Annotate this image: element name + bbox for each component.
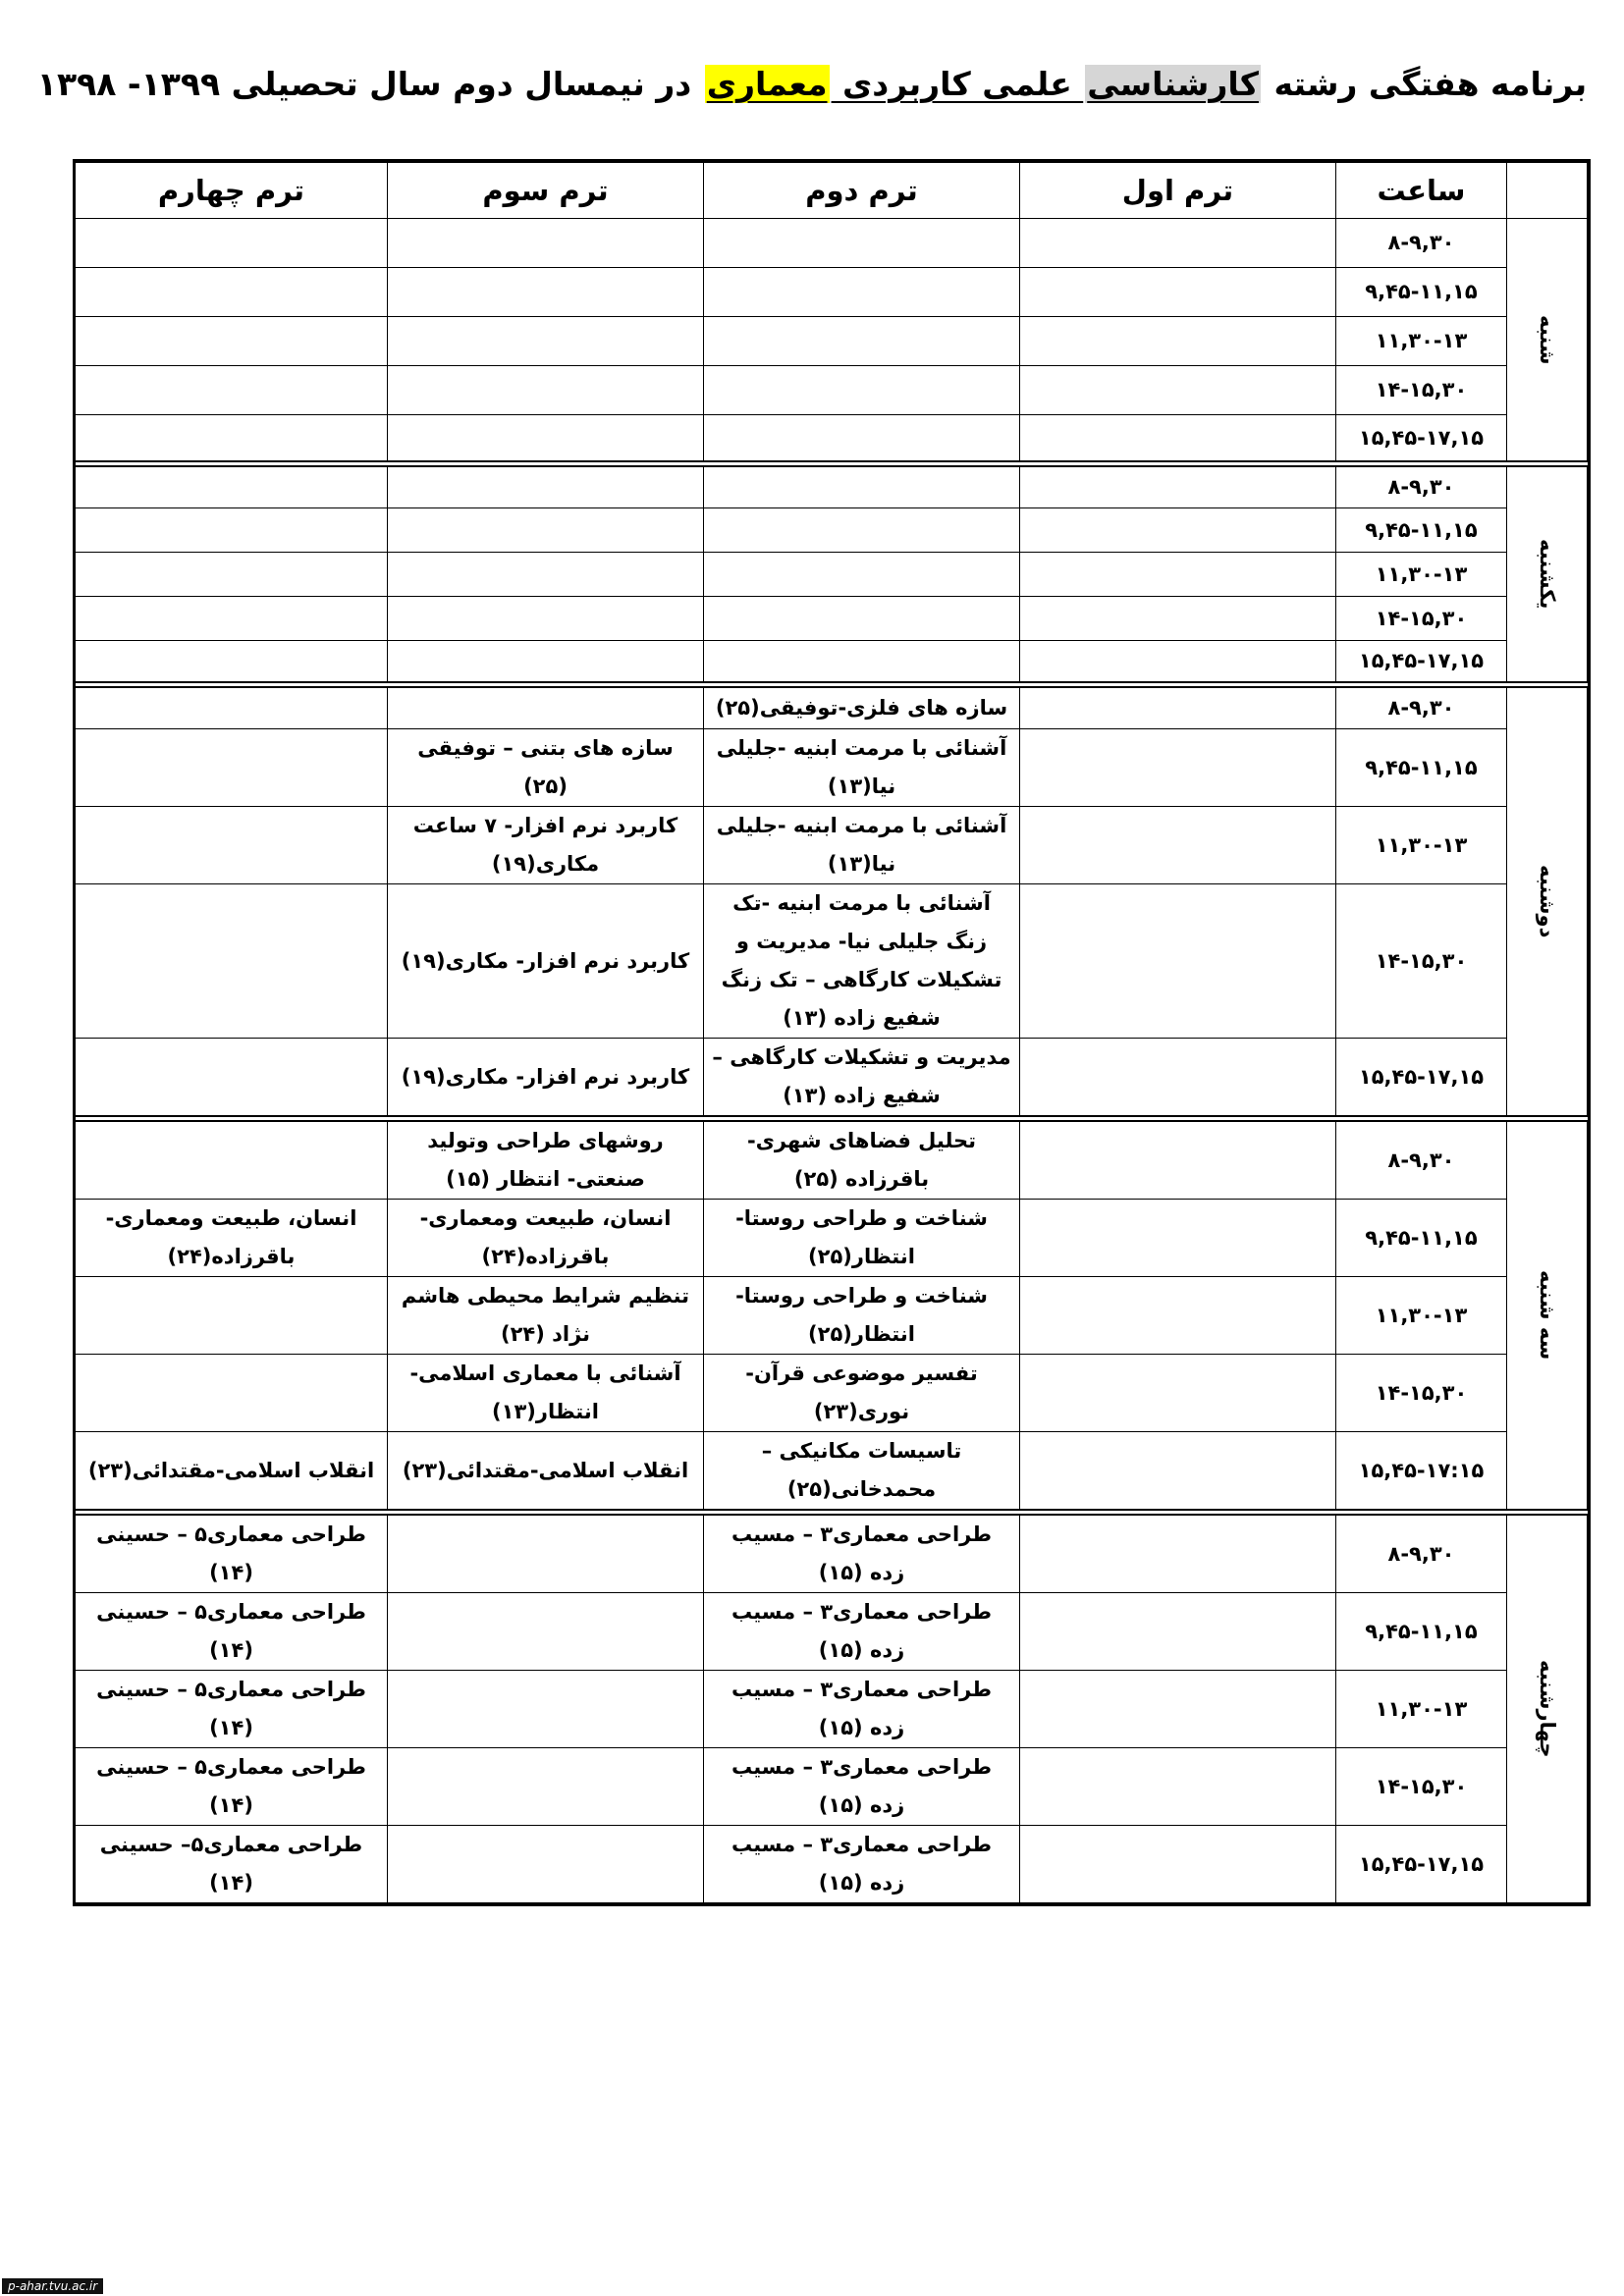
term2-cell bbox=[704, 597, 1020, 641]
day-name: سه شنبه bbox=[1536, 1270, 1559, 1361]
time-cell: ۱۵,۴۵-۱۷,۱۵ bbox=[1336, 1039, 1507, 1119]
term4-cell bbox=[76, 1277, 388, 1355]
time-cell: ۱۵,۴۵-۱۷,۱۵ bbox=[1336, 641, 1507, 685]
term1-cell bbox=[1020, 1826, 1336, 1903]
term4-cell bbox=[76, 729, 388, 807]
table-row bbox=[76, 1748, 1588, 1826]
term3-cell bbox=[388, 464, 704, 508]
table-row bbox=[76, 1593, 1588, 1671]
day-label-shanbe bbox=[1507, 219, 1588, 464]
term4-cell bbox=[76, 1039, 388, 1119]
day-label-seshanbe bbox=[1507, 1119, 1588, 1513]
term1-cell bbox=[1020, 685, 1336, 729]
time-cell: ۹,۴۵-۱۱,۱۵ bbox=[1336, 1200, 1507, 1277]
time-cell: ۹,۴۵-۱۱,۱۵ bbox=[1336, 1593, 1507, 1671]
term2-cell: طراحی معماری۳ – مسیب زده (۱۵) bbox=[704, 1671, 1020, 1748]
time-cell: ۸-۹,۳۰ bbox=[1336, 1119, 1507, 1200]
time-cell: ۱۱,۳۰-۱۳ bbox=[1336, 317, 1507, 366]
term1-cell bbox=[1020, 366, 1336, 415]
term4-cell bbox=[76, 268, 388, 317]
table-row bbox=[76, 1200, 1588, 1277]
time-cell: ۱۱,۳۰-۱۳ bbox=[1336, 1277, 1507, 1355]
term3-cell: روشهای طراحی وتولید صنعتی- انتظار (۱۵) bbox=[388, 1119, 704, 1200]
table-row bbox=[76, 1039, 1588, 1119]
term1-cell bbox=[1020, 1432, 1336, 1513]
table-row bbox=[76, 268, 1588, 317]
term1-cell bbox=[1020, 597, 1336, 641]
term3-cell bbox=[388, 1593, 704, 1671]
term3-cell bbox=[388, 366, 704, 415]
page-title bbox=[0, 61, 1624, 108]
table-row bbox=[76, 1355, 1588, 1432]
term3-cell bbox=[388, 553, 704, 597]
table-row bbox=[76, 366, 1588, 415]
term4-cell: انقلاب اسلامی-مقتدائی(۲۳) bbox=[76, 1432, 388, 1513]
header-term4: ترم چهارم bbox=[76, 163, 388, 219]
time-cell: ۱۴-۱۵,۳۰ bbox=[1336, 597, 1507, 641]
term2-cell: آشنائی با مرمت ابنیه -تک زنگ جلیلی نیا- مدیریت و تشکیلات کارگاهی – تک زنگ شفیع زاده (۱۳) bbox=[704, 884, 1020, 1039]
term1-cell bbox=[1020, 1513, 1336, 1593]
term4-cell bbox=[76, 1355, 388, 1432]
term1-cell bbox=[1020, 464, 1336, 508]
day-name: شنبه bbox=[1536, 314, 1559, 365]
term3-cell bbox=[388, 685, 704, 729]
term2-cell bbox=[704, 508, 1020, 553]
term3-cell bbox=[388, 1671, 704, 1748]
term4-cell bbox=[76, 508, 388, 553]
time-cell: ۸-۹,۳۰ bbox=[1336, 219, 1507, 268]
header-row bbox=[76, 163, 1588, 219]
table-row bbox=[76, 1513, 1588, 1593]
term2-cell bbox=[704, 641, 1020, 685]
title-text-3: علمی کاربردی bbox=[831, 65, 1084, 103]
term1-cell bbox=[1020, 1200, 1336, 1277]
time-cell: ۱۱,۳۰-۱۳ bbox=[1336, 1671, 1507, 1748]
table-row bbox=[76, 685, 1588, 729]
time-cell: ۹,۴۵-۱۱,۱۵ bbox=[1336, 268, 1507, 317]
term1-cell bbox=[1020, 1039, 1336, 1119]
term1-cell bbox=[1020, 1277, 1336, 1355]
term4-cell bbox=[76, 366, 388, 415]
term1-cell bbox=[1020, 553, 1336, 597]
term3-cell: تنظیم شرایط محیطی هاشم نژاد (۲۴) bbox=[388, 1277, 704, 1355]
time-cell: ۱۵,۴۵-۱۷,۱۵ bbox=[1336, 415, 1507, 464]
term4-cell bbox=[76, 415, 388, 464]
term4-cell bbox=[76, 464, 388, 508]
term2-cell: طراحی معماری۳ – مسیب زده (۱۵) bbox=[704, 1826, 1020, 1903]
term1-cell bbox=[1020, 1355, 1336, 1432]
table-row bbox=[76, 464, 1588, 508]
table-row bbox=[76, 317, 1588, 366]
table-row bbox=[76, 553, 1588, 597]
term2-cell bbox=[704, 553, 1020, 597]
day-label-doshanbe bbox=[1507, 685, 1588, 1119]
table-row bbox=[76, 1432, 1588, 1513]
time-cell: ۱۴-۱۵,۳۰ bbox=[1336, 1748, 1507, 1826]
term1-cell bbox=[1020, 219, 1336, 268]
term2-cell: شناخت و طراحی روستا- انتظار(۲۵) bbox=[704, 1200, 1020, 1277]
term4-cell: طراحی معماری۵ – حسینی (۱۴) bbox=[76, 1513, 388, 1593]
term1-cell bbox=[1020, 884, 1336, 1039]
day-name: یکشنبه bbox=[1536, 539, 1559, 610]
term3-cell: آشنائی با معماری اسلامی- انتظار(۱۳) bbox=[388, 1355, 704, 1432]
term2-cell: تحلیل فضاهای شهری- باقرزاده (۲۵) bbox=[704, 1119, 1020, 1200]
table-row bbox=[76, 641, 1588, 685]
term2-cell: شناخت و طراحی روستا- انتظار(۲۵) bbox=[704, 1277, 1020, 1355]
term4-cell bbox=[76, 884, 388, 1039]
term3-cell bbox=[388, 1513, 704, 1593]
time-cell: ۱۱,۳۰-۱۳ bbox=[1336, 553, 1507, 597]
term3-cell bbox=[388, 641, 704, 685]
term4-cell bbox=[76, 685, 388, 729]
time-cell: ۱۴-۱۵,۳۰ bbox=[1336, 884, 1507, 1039]
term2-cell bbox=[704, 317, 1020, 366]
table-row bbox=[76, 884, 1588, 1039]
term3-cell: انقلاب اسلامی-مقتدائی(۲۳) bbox=[388, 1432, 704, 1513]
term3-cell bbox=[388, 268, 704, 317]
term3-cell bbox=[388, 219, 704, 268]
title-degree: کارشناسی bbox=[1087, 65, 1259, 103]
term2-cell bbox=[704, 464, 1020, 508]
term4-cell: طراحی معماری۵ – حسینی (۱۴) bbox=[76, 1671, 388, 1748]
term2-cell bbox=[704, 366, 1020, 415]
term3-cell bbox=[388, 1826, 704, 1903]
term1-cell bbox=[1020, 508, 1336, 553]
table-row bbox=[76, 1671, 1588, 1748]
term1-cell bbox=[1020, 641, 1336, 685]
site-url: p-ahar.tvu.ac.ir bbox=[2, 2278, 103, 2294]
schedule-body bbox=[76, 219, 1588, 1903]
term4-cell bbox=[76, 317, 388, 366]
time-cell: ۹,۴۵-۱۱,۱۵ bbox=[1336, 508, 1507, 553]
table-row bbox=[76, 729, 1588, 807]
term2-cell: تفسیر موضوعی قرآن- نوری(۲۳) bbox=[704, 1355, 1020, 1432]
term1-cell bbox=[1020, 415, 1336, 464]
term2-cell: آشنائی با مرمت ابنیه -جلیلی نیا(۱۳) bbox=[704, 807, 1020, 884]
term2-cell: سازه های فلزی-توفیقی(۲۵) bbox=[704, 685, 1020, 729]
term3-cell: سازه های بتنی – توفیقی (۲۵) bbox=[388, 729, 704, 807]
header-term1: ترم اول bbox=[1020, 163, 1336, 219]
schedule-sheet bbox=[73, 159, 1591, 1906]
term2-cell: مدیریت و تشکیلات کارگاهی – شفیع زاده (۱۳) bbox=[704, 1039, 1020, 1119]
term4-cell bbox=[76, 1119, 388, 1200]
term2-cell bbox=[704, 219, 1020, 268]
term2-cell bbox=[704, 415, 1020, 464]
title-field: معماری bbox=[706, 65, 828, 103]
term1-cell bbox=[1020, 1119, 1336, 1200]
term3-cell bbox=[388, 317, 704, 366]
term3-cell bbox=[388, 1748, 704, 1826]
term1-cell bbox=[1020, 317, 1336, 366]
day-label-yekshanbe bbox=[1507, 464, 1588, 685]
time-cell: ۸-۹,۳۰ bbox=[1336, 1513, 1507, 1593]
term2-cell: تاسیسات مکانیکی – محمدخانی(۲۵) bbox=[704, 1432, 1020, 1513]
term4-cell: طراحی معماری۵ – حسینی (۱۴) bbox=[76, 1748, 388, 1826]
day-name: دوشنبه bbox=[1536, 865, 1559, 938]
title-text-5: در نیمسال دوم سال تحصیلی ۱۳۹۹- ۱۳۹۸ bbox=[36, 65, 703, 103]
table-row bbox=[76, 1277, 1588, 1355]
title-text-1: برنامه هفتگی رشته bbox=[1262, 65, 1588, 103]
header-term3: ترم سوم bbox=[388, 163, 704, 219]
term4-cell: طراحی معماری۵– حسینی (۱۴) bbox=[76, 1826, 388, 1903]
term4-cell bbox=[76, 219, 388, 268]
time-cell: ۱۵,۴۵-۱۷,۱۵ bbox=[1336, 1826, 1507, 1903]
time-cell: ۹,۴۵-۱۱,۱۵ bbox=[1336, 729, 1507, 807]
header-term2: ترم دوم bbox=[704, 163, 1020, 219]
term4-cell bbox=[76, 597, 388, 641]
term4-cell bbox=[76, 641, 388, 685]
time-cell: ۱۱,۳۰-۱۳ bbox=[1336, 807, 1507, 884]
header-time: ساعت bbox=[1336, 163, 1507, 219]
term1-cell bbox=[1020, 268, 1336, 317]
term3-cell bbox=[388, 415, 704, 464]
table-row bbox=[76, 415, 1588, 464]
term2-cell: آشنائی با مرمت ابنیه -جلیلی نیا(۱۳) bbox=[704, 729, 1020, 807]
term3-cell bbox=[388, 597, 704, 641]
table-row bbox=[76, 508, 1588, 553]
term3-cell: کاربرد نرم افزار- ۷ ساعت مکاری(۱۹) bbox=[388, 807, 704, 884]
term2-cell: طراحی معماری۳ – مسیب زده (۱۵) bbox=[704, 1593, 1020, 1671]
header-day bbox=[1507, 163, 1588, 219]
term3-cell: انسان، طبیعت ومعماری- باقرزاده(۲۴) bbox=[388, 1200, 704, 1277]
term3-cell bbox=[388, 508, 704, 553]
term3-cell: کاربرد نرم افزار- مکاری(۱۹) bbox=[388, 884, 704, 1039]
table-row bbox=[76, 807, 1588, 884]
term1-cell bbox=[1020, 1671, 1336, 1748]
time-cell: ۱۵,۴۵-۱۷:۱۵ bbox=[1336, 1432, 1507, 1513]
term1-cell bbox=[1020, 807, 1336, 884]
term4-cell: انسان، طبیعت ومعماری- باقرزاده(۲۴) bbox=[76, 1200, 388, 1277]
term1-cell bbox=[1020, 1593, 1336, 1671]
term2-cell: طراحی معماری۳ – مسیب زده (۱۵) bbox=[704, 1513, 1020, 1593]
term2-cell: طراحی معماری۳ – مسیب زده (۱۵) bbox=[704, 1748, 1020, 1826]
time-cell: ۱۴-۱۵,۳۰ bbox=[1336, 1355, 1507, 1432]
day-name: چهارشنبه bbox=[1536, 1660, 1559, 1758]
table-row bbox=[76, 597, 1588, 641]
term2-cell bbox=[704, 268, 1020, 317]
time-cell: ۱۴-۱۵,۳۰ bbox=[1336, 366, 1507, 415]
term4-cell bbox=[76, 807, 388, 884]
term3-cell: کاربرد نرم افزار- مکاری(۱۹) bbox=[388, 1039, 704, 1119]
table-row bbox=[76, 219, 1588, 268]
term1-cell bbox=[1020, 729, 1336, 807]
table-row bbox=[76, 1826, 1588, 1903]
day-label-chaharshanbe bbox=[1507, 1513, 1588, 1903]
term4-cell bbox=[76, 553, 388, 597]
time-cell: ۸-۹,۳۰ bbox=[1336, 464, 1507, 508]
term1-cell bbox=[1020, 1748, 1336, 1826]
time-cell: ۸-۹,۳۰ bbox=[1336, 685, 1507, 729]
term4-cell: طراحی معماری۵ – حسینی (۱۴) bbox=[76, 1593, 388, 1671]
table-row bbox=[76, 1119, 1588, 1200]
schedule-table bbox=[75, 162, 1588, 1903]
